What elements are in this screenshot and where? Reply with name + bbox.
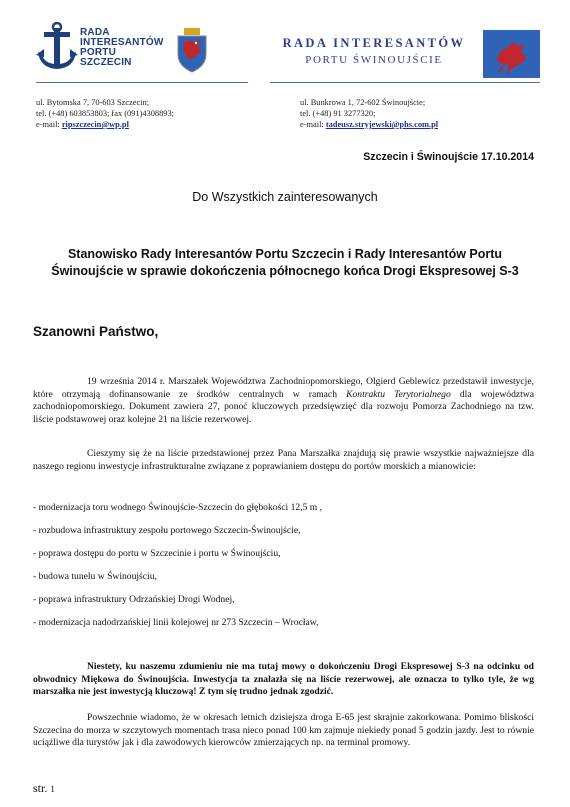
- right-address-email-row: [300, 119, 438, 130]
- email-label: e-mail:: [36, 120, 62, 129]
- list-item: - rozbudowa infrastruktury zespołu portowego Szczecin-Świnoujście,: [33, 525, 301, 536]
- page-number-value: 1: [50, 784, 55, 794]
- list-item: - poprawa infrastruktury Odrzańskiej Drogi Wodnej,: [33, 594, 235, 605]
- paragraph-3: Niestety, ku naszemu zdumieniu nie ma tutaj mowy o dokończeniu Drogi Ekspresowej S-3 na odcinku od obwodnicy Miękowa do Świnoujścia. Inwestycja ta znalazła się na liście rezerwowej, ale oznacza to tylko tyle, że wg marszałka nie jest inwestycją kluczową! Z tym się trudno jednak zgodzić.: [33, 661, 534, 698]
- left-address-block: [36, 97, 174, 130]
- left-address-phone: tel. (+48) 603853803; fax (091)4308893;: [36, 109, 175, 118]
- list-item: - modernizacja nadodrzańskiej linii kolejowej nr 273 Szczecin – Wrocław,: [33, 617, 319, 628]
- right-org-line1: RADA INTERESANTÓW: [282, 36, 466, 50]
- page-number: [33, 781, 55, 796]
- left-org-logo-text: [80, 28, 164, 68]
- subject-line: Stanowisko Rady Interesantów Portu Szczecin i Rady Interesantów Portu: [67, 247, 503, 261]
- list-item: - poprawa dostępu do portu w Szczecinie i portu w Świnoujściu,: [33, 548, 281, 559]
- anchor-icon: [36, 22, 78, 74]
- right-org-name: [274, 36, 474, 66]
- szczecin-coat-of-arms-icon: [174, 26, 210, 74]
- right-email-link[interactable]: tadeusz.stryjewski@phs.com.pl: [325, 120, 439, 129]
- paragraph-1-italic: Kontraktu Terytorialnego: [346, 388, 451, 400]
- paragraph-2: Cieszymy się że na liście przedstawionej przez Pana Marszałka znajdują się prawie wszystkie najważniejsze dla naszego regionu inwestycje infrastrukturalne związane z poprawianiem dostępu do portów morskich a mianowicie:: [33, 448, 534, 472]
- left-org-line: SZCZECIN: [80, 57, 132, 68]
- paragraph-4: Powszechnie wiadomo, że w okresach letnich dzisiejsza droga E-65 jest skrajnie zakorkowana. Pomimo bliskości Szczecina do morza w szczytowych momentach trasa nieco ponad 100 km zajmuje niekiedy ponad 5 godzin jazdy. Jest to równie uciążliwe dla turystów jak i dla zawodowych kierowców zmierzających np. na terminal promowy.: [33, 712, 534, 749]
- header-divider-left: [36, 82, 248, 83]
- right-address-block: [300, 97, 438, 130]
- right-org-line2: PORTU ŚWINOUJŚCIE: [305, 54, 443, 66]
- paragraph-1: [33, 376, 534, 426]
- left-org-line: RADA: [80, 27, 110, 38]
- left-org-line: PORTU: [80, 47, 116, 58]
- left-address-street: ul. Bytomska 7, 70-603 Szczecin;: [36, 98, 150, 107]
- right-address-street: ul. Bunkrowa 1, 72-602 Świnoujście;: [300, 98, 426, 107]
- letter-addressee: Do Wszystkich zainteresowanych: [192, 190, 378, 204]
- paragraph-1-text: 19 września 2014 r. Marszałek Województwa Zachodniopomorskiego, Olgierd Geblewicz przedstawił inwestycje, które otrzymają dofinansowanie ze środków centralnych w ramach: [33, 376, 534, 400]
- email-label: e-mail:: [300, 120, 326, 129]
- page-label: str.: [33, 781, 48, 795]
- paragraph-1-text: dla województwa zachodniopomorskiego. Dokument zawiera 27, ponoć kluczowych przedsięwzięć dla rozwoju Pomorza Zachodniego na tzw. liście podstawowej oraz kolejne 21 na liście rezerwowej.: [33, 388, 534, 425]
- right-address-phone: tel. (+48) 91 3277320;: [300, 109, 376, 118]
- header-divider-right: [270, 82, 540, 83]
- letter-subject: [50, 246, 520, 280]
- swinoujscie-flag-icon: [483, 30, 540, 78]
- list-item: - modernizacja toru wodnego Świnoujście-Szczecin do głębokości 12,5 m ,: [33, 502, 323, 513]
- left-address-email-row: [36, 119, 174, 130]
- list-item: - budowa tunelu w Świnoujściu,: [33, 571, 157, 582]
- left-org-line: INTERESANTÓW: [80, 37, 164, 48]
- subject-line: Świnoujście w sprawie dokończenia północnego końca Drogi Ekspresowej S-3: [51, 264, 519, 278]
- letter-date: Szczecin i Świnoujście 17.10.2014: [363, 151, 534, 163]
- left-email-link[interactable]: ripszczecin@wp.pl: [61, 120, 129, 129]
- letter-greeting: Szanowni Państwo,: [33, 324, 159, 339]
